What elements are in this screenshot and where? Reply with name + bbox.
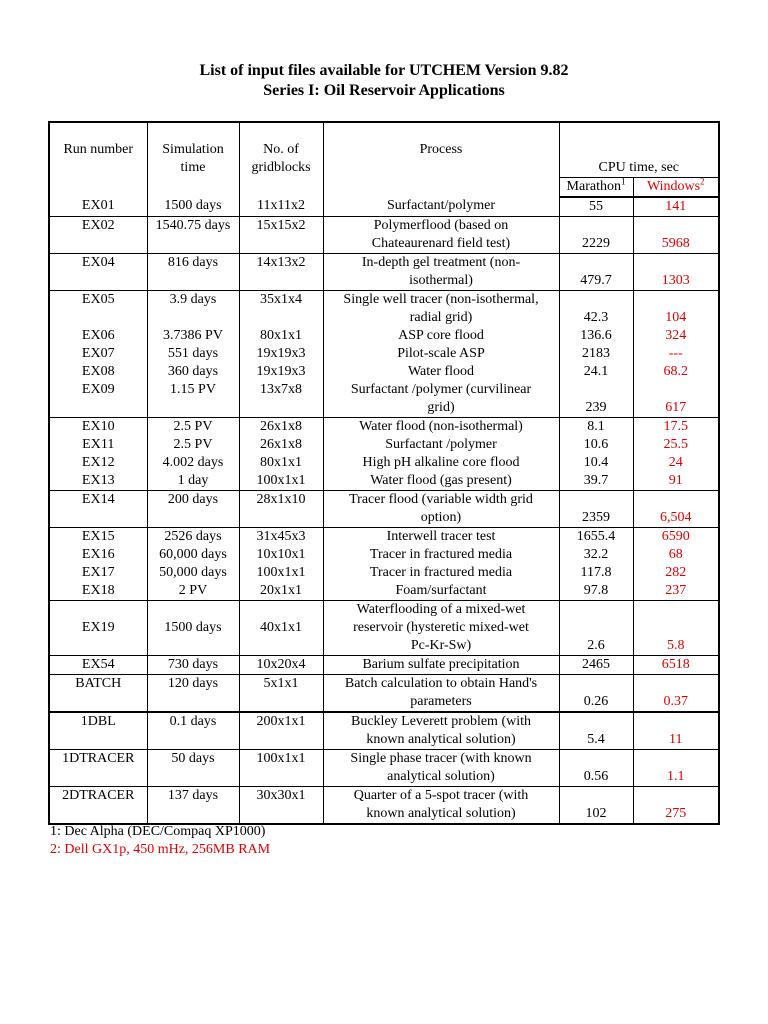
cell-run-number: EX07 (49, 345, 147, 363)
cell-cpu-marathon: 55 (559, 197, 633, 217)
cell-cpu-windows: 104 (633, 291, 719, 328)
process-line: Interwell tracer test (386, 529, 496, 544)
footnotes (50, 823, 270, 859)
process-line: Foam/surfactant (395, 583, 487, 598)
process-line: Tracer flood (variable width grid (349, 492, 533, 507)
cell-cpu-windows: 1303 (633, 254, 719, 291)
cell-process (323, 656, 559, 675)
cell-gridblocks: 100x1x1 (239, 564, 323, 582)
process-line: Water flood (gas present) (370, 473, 512, 488)
cell-cpu-windows: 6518 (633, 656, 719, 675)
table-row (49, 327, 719, 345)
footnote-2: 2: Dell GX1p, 450 mHz, 256MB RAM (50, 842, 271, 857)
cell-run-number: BATCH (49, 675, 147, 713)
cell-cpu-marathon: 136.6 (559, 327, 633, 345)
cell-gridblocks: 26x1x8 (239, 436, 323, 454)
cell-run-number: 1DBL (49, 712, 147, 750)
cell-run-number: EX17 (49, 564, 147, 582)
cell-cpu-marathon: 0.56 (559, 750, 633, 787)
process-line: ASP core flood (398, 328, 484, 343)
cell-simulation-time: 137 days (147, 787, 239, 825)
cell-process (323, 254, 559, 291)
cell-process (323, 712, 559, 750)
cell-cpu-marathon: 2229 (559, 217, 633, 254)
cell-cpu-windows: 68 (633, 546, 719, 564)
document-subtitle: Series I: Oil Reservoir Applications (263, 82, 505, 99)
cell-run-number: EX19 (49, 601, 147, 656)
cell-run-number: 2DTRACER (49, 787, 147, 825)
cell-simulation-time: 120 days (147, 675, 239, 713)
process-line: Tracer in fractured media (369, 565, 513, 580)
cell-simulation-time: 200 days (147, 491, 239, 528)
header-simulation-time-line1: Simulation (162, 142, 224, 157)
process-line: isothermal) (409, 273, 473, 288)
header-marathon-footnote-ref: 1 (620, 176, 626, 187)
cell-simulation-time: 1500 days (147, 601, 239, 656)
cell-gridblocks: 100x1x1 (239, 472, 323, 491)
cell-cpu-windows: 5968 (633, 217, 719, 254)
cell-cpu-windows: 17.5 (633, 418, 719, 437)
cell-run-number: EX13 (49, 472, 147, 491)
process-line: High pH alkaline core flood (362, 455, 520, 470)
process-line: Quarter of a 5-spot tracer (with (353, 788, 529, 803)
process-line: grid) (427, 400, 455, 415)
cell-process (323, 750, 559, 787)
table-row (49, 436, 719, 454)
process-line: In-depth gel treatment (non- (361, 255, 521, 270)
cell-cpu-windows: 324 (633, 327, 719, 345)
cell-gridblocks: 15x15x2 (239, 217, 323, 254)
table-row (49, 712, 719, 750)
cell-cpu-marathon: 479.7 (559, 254, 633, 291)
table-row (49, 381, 719, 418)
cell-cpu-windows: 275 (633, 787, 719, 825)
cell-process (323, 327, 559, 345)
cell-process (323, 564, 559, 582)
cell-run-number: EX06 (49, 327, 147, 345)
header-run-number: Run number (49, 122, 147, 197)
cell-gridblocks: 10x10x1 (239, 546, 323, 564)
table-body (49, 197, 719, 824)
cell-simulation-time: 1.15 PV (147, 381, 239, 418)
cell-gridblocks: 80x1x1 (239, 454, 323, 472)
cell-run-number: EX11 (49, 436, 147, 454)
table-row (49, 656, 719, 675)
cell-cpu-marathon: 2.6 (559, 601, 633, 656)
cell-cpu-windows: 282 (633, 564, 719, 582)
cell-simulation-time: 4.002 days (147, 454, 239, 472)
header-windows-label: Windows (646, 179, 701, 194)
header-cpu-time (559, 122, 719, 178)
input-files-table-container (48, 121, 718, 825)
cell-process (323, 418, 559, 437)
cell-process (323, 582, 559, 601)
table-row (49, 418, 719, 437)
cell-gridblocks: 20x1x1 (239, 582, 323, 601)
cell-cpu-marathon: 10.4 (559, 454, 633, 472)
process-line: Pilot-scale ASP (397, 346, 485, 361)
cell-cpu-windows: 24 (633, 454, 719, 472)
cell-cpu-windows: 6590 (633, 528, 719, 547)
cell-cpu-marathon: 102 (559, 787, 633, 825)
cell-cpu-marathon: 32.2 (559, 546, 633, 564)
process-line: analytical solution) (387, 769, 495, 784)
cell-gridblocks: 11x11x2 (239, 197, 323, 217)
header-windows-footnote-ref: 2 (700, 176, 705, 187)
cell-process (323, 363, 559, 381)
cell-simulation-time: 3.7386 PV (147, 327, 239, 345)
cell-run-number: EX16 (49, 546, 147, 564)
table-row (49, 454, 719, 472)
input-files-table (48, 121, 720, 825)
cell-cpu-windows: 11 (633, 712, 719, 750)
cell-cpu-windows: 617 (633, 381, 719, 418)
cell-process (323, 787, 559, 825)
process-line: option) (420, 510, 462, 525)
table-row (49, 582, 719, 601)
cell-cpu-marathon: 2183 (559, 345, 633, 363)
cell-simulation-time: 2526 days (147, 528, 239, 547)
cell-cpu-marathon: 5.4 (559, 712, 633, 750)
cell-simulation-time: 2 PV (147, 582, 239, 601)
cell-process (323, 491, 559, 528)
header-gridblocks-line1: No. of (263, 142, 299, 157)
cell-cpu-windows: 237 (633, 582, 719, 601)
cell-simulation-time: 50 days (147, 750, 239, 787)
table-row (49, 675, 719, 713)
cell-simulation-time: 1500 days (147, 197, 239, 217)
cell-process (323, 291, 559, 328)
cell-cpu-marathon: 97.8 (559, 582, 633, 601)
cell-simulation-time: 0.1 days (147, 712, 239, 750)
cell-cpu-windows: 91 (633, 472, 719, 491)
table-row (49, 750, 719, 787)
cell-cpu-windows: 1.1 (633, 750, 719, 787)
cell-gridblocks: 14x13x2 (239, 254, 323, 291)
cell-cpu-marathon: 39.7 (559, 472, 633, 491)
cell-gridblocks: 5x1x1 (239, 675, 323, 713)
cell-gridblocks: 19x19x3 (239, 363, 323, 381)
table-row (49, 363, 719, 381)
cell-gridblocks: 26x1x8 (239, 418, 323, 437)
cell-run-number: 1DTRACER (49, 750, 147, 787)
process-line: Chateaurenard field test) (371, 236, 511, 251)
process-line: parameters (410, 694, 472, 709)
table-row (49, 564, 719, 582)
cell-cpu-marathon: 0.26 (559, 675, 633, 713)
cell-run-number: EX05 (49, 291, 147, 328)
table-row (49, 528, 719, 547)
cell-simulation-time: 551 days (147, 345, 239, 363)
cell-cpu-marathon: 2359 (559, 491, 633, 528)
process-line: Batch calculation to obtain Hand's (344, 676, 538, 691)
cell-simulation-time: 1540.75 days (147, 217, 239, 254)
process-line: Pc-Kr-Sw) (410, 638, 472, 653)
table-row (49, 291, 719, 328)
cell-simulation-time: 50,000 days (147, 564, 239, 582)
table-row (49, 254, 719, 291)
cell-run-number: EX18 (49, 582, 147, 601)
process-line: Surfactant/polymer (386, 198, 496, 213)
process-line: radial grid) (409, 310, 473, 325)
header-marathon (559, 178, 633, 198)
process-line: known analytical solution) (366, 806, 516, 821)
cell-run-number: EX04 (49, 254, 147, 291)
header-gridblocks (239, 122, 323, 197)
process-line: Buckley Leverett problem (with (351, 714, 531, 729)
table-row (49, 217, 719, 254)
cell-run-number: EX02 (49, 217, 147, 254)
header-simulation-time (147, 122, 239, 197)
cell-process (323, 217, 559, 254)
header-gridblocks-line2: gridblocks (251, 160, 311, 175)
cell-simulation-time: 60,000 days (147, 546, 239, 564)
process-line: Single phase tracer (with known (350, 751, 532, 766)
cell-simulation-time: 816 days (147, 254, 239, 291)
process-line: Surfactant /polymer (385, 437, 497, 452)
cell-process (323, 675, 559, 713)
cell-run-number: EX54 (49, 656, 147, 675)
cell-cpu-windows: --- (633, 345, 719, 363)
cell-run-number: EX01 (49, 197, 147, 217)
cell-gridblocks: 31x45x3 (239, 528, 323, 547)
table-row (49, 787, 719, 825)
cell-cpu-marathon: 8.1 (559, 418, 633, 437)
cell-process (323, 546, 559, 564)
table-row (49, 197, 719, 217)
cell-gridblocks: 30x30x1 (239, 787, 323, 825)
cell-cpu-windows: 6,504 (633, 491, 719, 528)
cell-cpu-marathon: 10.6 (559, 436, 633, 454)
cell-process (323, 472, 559, 491)
table-row (49, 345, 719, 363)
table-row (49, 472, 719, 491)
cell-cpu-marathon: 42.3 (559, 291, 633, 328)
cell-run-number: EX15 (49, 528, 147, 547)
process-line: Single well tracer (non-isothermal, (343, 292, 539, 307)
cell-simulation-time: 360 days (147, 363, 239, 381)
cell-gridblocks: 13x7x8 (239, 381, 323, 418)
cell-simulation-time: 730 days (147, 656, 239, 675)
process-line: Polymerflood (based on (373, 218, 509, 233)
table-row (49, 491, 719, 528)
process-line: Water flood (non-isothermal) (359, 419, 523, 434)
cell-gridblocks: 10x20x4 (239, 656, 323, 675)
cell-gridblocks: 19x19x3 (239, 345, 323, 363)
table-row (49, 546, 719, 564)
header-process: Process (323, 122, 559, 197)
cell-run-number: EX12 (49, 454, 147, 472)
cell-cpu-marathon: 239 (559, 381, 633, 418)
cell-cpu-marathon: 117.8 (559, 564, 633, 582)
header-cpu-time-label: CPU time, sec (598, 160, 679, 175)
cell-cpu-windows: 5.8 (633, 601, 719, 656)
cell-simulation-time: 2.5 PV (147, 436, 239, 454)
table-row (49, 601, 719, 656)
cell-gridblocks: 100x1x1 (239, 750, 323, 787)
cell-process (323, 345, 559, 363)
cell-run-number: EX14 (49, 491, 147, 528)
cell-simulation-time: 1 day (147, 472, 239, 491)
process-line: Tracer in fractured media (369, 547, 513, 562)
cell-cpu-windows: 141 (633, 197, 719, 217)
process-line: reservoir (hysteretic mixed-wet (353, 620, 529, 635)
cell-process (323, 454, 559, 472)
cell-cpu-windows: 0.37 (633, 675, 719, 713)
cell-process (323, 381, 559, 418)
header-simulation-time-line2: time (180, 160, 206, 175)
process-line: Waterflooding of a mixed-wet (356, 602, 526, 617)
cell-gridblocks: 28x1x10 (239, 491, 323, 528)
cell-gridblocks: 40x1x1 (239, 601, 323, 656)
cell-cpu-marathon: 2465 (559, 656, 633, 675)
cell-process (323, 601, 559, 656)
footnote-1: 1: Dec Alpha (DEC/Compaq XP1000) (50, 824, 266, 839)
process-line: known analytical solution) (366, 732, 516, 747)
cell-gridblocks: 35x1x4 (239, 291, 323, 328)
header-marathon-label: Marathon (566, 179, 621, 194)
cell-process (323, 528, 559, 547)
process-line: Water flood (407, 364, 475, 379)
cell-process (323, 197, 559, 217)
process-line: Surfactant /polymer (curvilinear (350, 382, 532, 397)
process-line: Barium sulfate precipitation (362, 657, 520, 672)
cell-simulation-time: 3.9 days (147, 291, 239, 328)
document-title: List of input files available for UTCHEM Version 9.82 (199, 62, 569, 79)
cell-cpu-windows: 25.5 (633, 436, 719, 454)
cell-gridblocks: 80x1x1 (239, 327, 323, 345)
cell-simulation-time: 2.5 PV (147, 418, 239, 437)
cell-run-number: EX09 (49, 381, 147, 418)
cell-cpu-marathon: 1655.4 (559, 528, 633, 547)
cell-cpu-windows: 68.2 (633, 363, 719, 381)
cell-gridblocks: 200x1x1 (239, 712, 323, 750)
cell-run-number: EX08 (49, 363, 147, 381)
cell-cpu-marathon: 24.1 (559, 363, 633, 381)
cell-run-number: EX10 (49, 418, 147, 437)
cell-process (323, 436, 559, 454)
header-windows (633, 178, 719, 198)
